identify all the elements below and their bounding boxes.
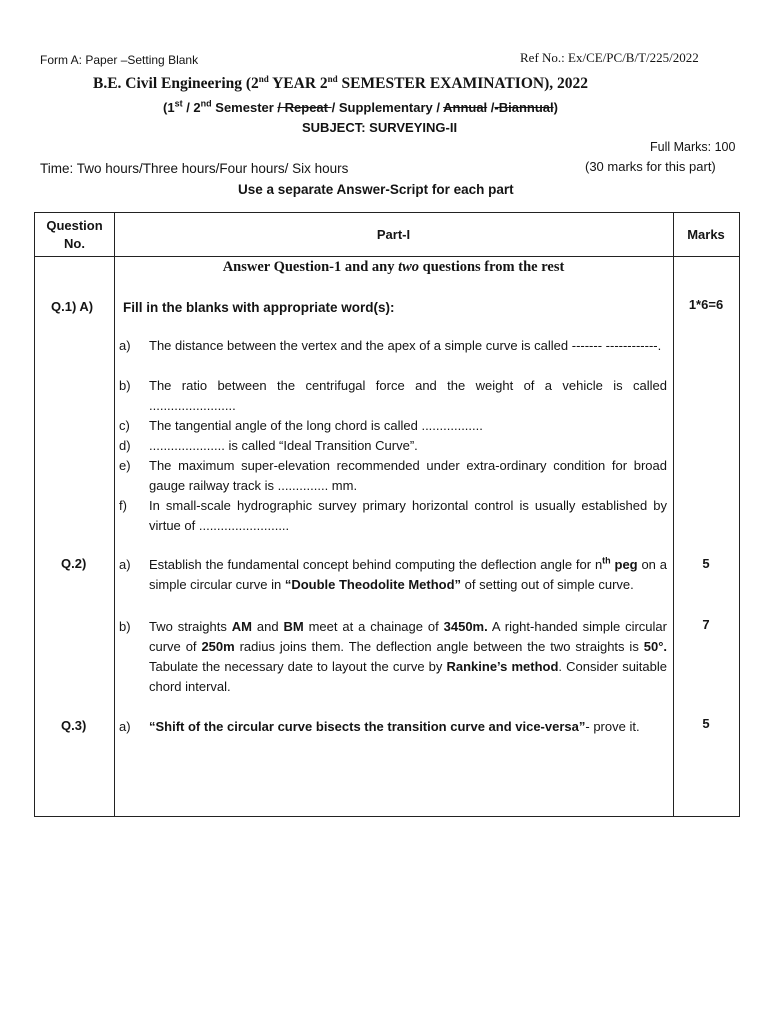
q1-item-c: c) The tangential angle of the long chord is called ................. (119, 418, 483, 433)
question-table (34, 212, 740, 817)
q3-item-a: a) “Shift of the circular curve bisects the transition curve and vice-versa”- prove it. (119, 719, 640, 734)
course-title: B.E. Civil Engineering (2nd YEAR 2nd SEMESTER EXAMINATION), 2022 (93, 73, 588, 92)
subject-line: SUBJECT: SURVEYING-II (302, 120, 458, 135)
q2-item-b: b) Two straights AM and BM meet at a chainage of 3450m. A right-handed simple circular curve of 250m radius joins them. The deflection angle between the two straights is 50°. Tabulate the necessary date to layout the curve by Rankine’s method. Consider suitable chord interval. (119, 619, 668, 694)
q1-item-f: f) In small-scale hydrographic survey primary horizontal control is usually established by virtue of ......................... (119, 498, 667, 533)
question-number-q2: Q.2) (61, 556, 87, 571)
q1-item-b: b) The ratio between the centrifugal force and the weight of a vehicle is called ........................ (119, 378, 667, 413)
q2b-marks: 7 (702, 617, 710, 632)
form-label: Form A: Paper –Setting Blank (40, 53, 199, 67)
q1-item-d: d) ..................... is called “Ideal Transition Curve”. (119, 438, 418, 453)
semester-line: (1st / 2nd Semester / Repeat / Supplementary / Annual /-Biannual) (163, 98, 558, 115)
question-number-q1: Q.1) A) (51, 299, 94, 314)
part-marks: (30 marks for this part) (585, 159, 716, 174)
header-row-divider (35, 256, 739, 257)
q1-marks: 1*6=6 (688, 297, 724, 312)
q3a-marks: 5 (702, 716, 710, 731)
q1-title: Fill in the blanks with appropriate word(s): (123, 300, 395, 315)
col-header-part: Part-I (376, 227, 411, 242)
time-options: Time: Two hours/Three hours/Four hours/ Six hours (40, 161, 349, 176)
ref-number: Ref No.: Ex/CE/PC/B/T/225/2022 (520, 50, 699, 65)
q2a-marks: 5 (702, 556, 710, 571)
instruction-line: Use a separate Answer-Script for each part (238, 182, 514, 197)
col-header-marks: Marks (687, 227, 725, 242)
q2-item-a: a) Establish the fundamental concept behind computing the deflection angle for $n^{th}$ peg on a simple circular curve in “Double Theodolite Method” of setting out of simple curve. (119, 555, 667, 592)
full-marks: Full Marks: 100 (650, 140, 736, 154)
column-divider (114, 213, 115, 816)
question-number-q3: Q.3) (61, 718, 87, 733)
q1-item-a: a) The distance between the vertex and the apex of a simple curve is called ------- ------------. (119, 338, 662, 353)
col-header-question: Question No. (46, 218, 103, 251)
q1-item-e: e) The maximum super-elevation recommended under extra-ordinary condition for broad gauge railway track is .............. mm. (119, 458, 667, 493)
answer-instruction: Answer Question-1 and any two questions from the rest (222, 259, 565, 275)
